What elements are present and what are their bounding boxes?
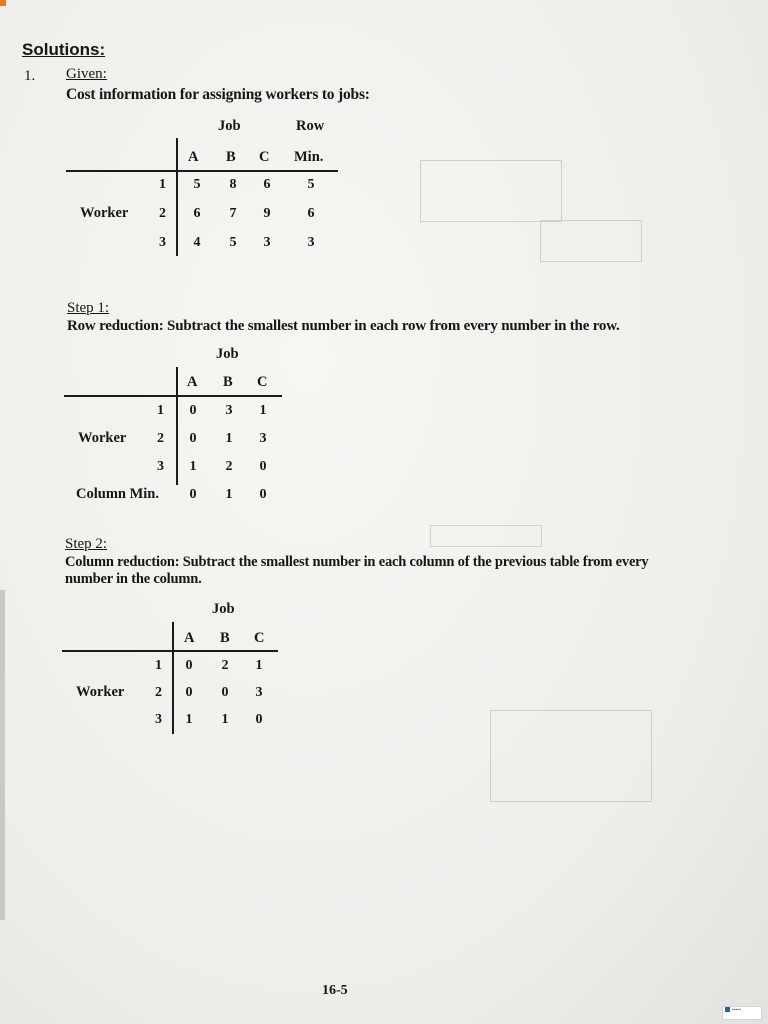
step2-text-line2: number in the column. (65, 571, 202, 587)
table1-row-divider (176, 138, 178, 256)
table2-col-c: C (257, 374, 268, 390)
table2-col-a: A (187, 374, 198, 390)
scanner-watermark-logo: ▪▪▪▪▪ (722, 1006, 762, 1020)
table2-column-min-label: Column Min. (76, 486, 159, 502)
table3-col-c: C (254, 630, 265, 646)
table2-min-cell: 0 (189, 487, 197, 502)
bleed-through-box (430, 525, 542, 547)
table3-cell: 2 (221, 658, 229, 673)
table1-header-rule (66, 170, 338, 172)
bleed-through-box (420, 160, 562, 222)
table2-cell: 2 (225, 459, 233, 474)
table1-worker-1: 1 (159, 177, 166, 192)
table1-cell: 3 (307, 235, 315, 250)
table3-cell: 0 (185, 685, 193, 700)
table1-col-b: B (226, 149, 236, 165)
table1-col-c: C (259, 149, 270, 165)
table3-col-a: A (184, 630, 195, 646)
table1-job-header: Job (218, 118, 241, 134)
table2-worker-2: 2 (157, 431, 164, 446)
table1-cell: 3 (263, 235, 271, 250)
table3-cell: 0 (185, 658, 193, 673)
table2-row-divider (176, 367, 178, 485)
table1-worker-label: Worker (80, 205, 129, 221)
table1-cell: 5 (307, 177, 315, 192)
table1-row-header: Row (296, 118, 325, 134)
table3-worker-2: 2 (155, 685, 162, 700)
given-label: Given: (66, 66, 107, 82)
table1-cell: 5 (193, 177, 201, 192)
intro-text: Cost information for assigning workers to jobs: (66, 86, 370, 103)
table3-job-header: Job (212, 601, 235, 617)
table3-worker-label: Worker (76, 684, 125, 700)
table2-cell: 0 (189, 403, 197, 418)
table3-row-divider (172, 622, 174, 734)
bleed-through-box (490, 710, 652, 802)
problem-number: 1. (24, 68, 36, 84)
step2-text-line1: Column reduction: Subtract the smallest number in each column of the previous table from every (65, 554, 649, 570)
table1-cell: 5 (229, 235, 237, 250)
table1-cell: 4 (193, 235, 201, 250)
table1-cell: 6 (263, 177, 271, 192)
step2-label: Step 2: (65, 536, 108, 552)
table3-cell: 1 (255, 658, 263, 673)
table3-header-rule (62, 650, 278, 652)
table3-cell: 0 (255, 712, 263, 727)
table2-cell: 0 (189, 431, 197, 446)
table3-cell: 3 (255, 685, 263, 700)
table2-cell: 0 (259, 459, 267, 474)
table2-job-header: Job (216, 346, 239, 362)
table1-cell: 9 (263, 206, 271, 221)
table1-cell: 8 (229, 177, 237, 192)
table2-worker-label: Worker (78, 430, 127, 446)
table2-cell: 1 (189, 459, 197, 474)
table3-cell: 0 (221, 685, 229, 700)
table1-cell: 7 (229, 206, 237, 221)
step1-label: Step 1: (67, 300, 110, 316)
table3-col-b: B (220, 630, 230, 646)
table1-col-a: A (188, 149, 199, 165)
table2-cell: 3 (225, 403, 233, 418)
table1-worker-3: 3 (159, 235, 166, 250)
table1-cell: 6 (307, 206, 315, 221)
table2-cell: 1 (225, 431, 233, 446)
table2-worker-1: 1 (157, 403, 164, 418)
table3-worker-1: 1 (155, 658, 162, 673)
bleed-through-box (540, 220, 642, 262)
scan-edge-shadow (0, 590, 5, 920)
table1-cell: 6 (193, 206, 201, 221)
table3-cell: 1 (221, 712, 229, 727)
table2-col-b: B (223, 374, 233, 390)
table2-cell: 1 (259, 403, 267, 418)
table2-cell: 3 (259, 431, 267, 446)
page-number: 16-5 (322, 983, 348, 998)
table2-worker-3: 3 (157, 459, 164, 474)
table2-min-cell: 0 (259, 487, 267, 502)
scan-corner-mark (0, 0, 6, 6)
step1-text: Row reduction: Subtract the smallest number in each row from every number in the row. (67, 318, 620, 334)
table2-header-rule (64, 395, 282, 397)
table3-cell: 1 (185, 712, 193, 727)
table1-col-min: Min. (294, 149, 324, 165)
table1-worker-2: 2 (159, 206, 166, 221)
table2-min-cell: 1 (225, 487, 233, 502)
solutions-heading: Solutions: (22, 40, 106, 59)
table3-worker-3: 3 (155, 712, 162, 727)
